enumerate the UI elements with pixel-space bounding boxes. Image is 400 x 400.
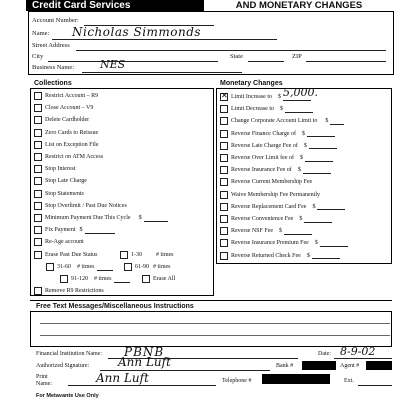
monetary-item-limit-increase-to[interactable]: [220, 85, 318, 101]
notes-line-2: [40, 335, 390, 336]
state-label: State: [230, 53, 243, 60]
monetary-amount-reverse-insurance-premium-fee[interactable]: [320, 240, 348, 247]
form-header-left: Credit Card Services: [26, 0, 204, 11]
collections-label-close-account-v9: Close Account – V9: [45, 105, 94, 112]
monetary-dollar-reverse-late-charge-fee-of: $: [303, 142, 307, 149]
monetary-item-change-corporate-account-limit-to[interactable]: [220, 117, 344, 125]
collections-label-stop-statements: Stop Statements: [45, 190, 84, 197]
date-label: Date:: [318, 351, 331, 357]
ext-field[interactable]: [358, 385, 392, 386]
fi-name-label: Financial Institution Name:: [36, 351, 102, 357]
monetary-label-change-corporate-account-limit-to: Change Corporate Account Limit to: [231, 118, 318, 125]
collections-label-zero-cards-to-reissue: Zero Cards to Reissue: [45, 129, 99, 136]
range-61-90-times-label: # times: [153, 264, 171, 270]
telephone-redaction: [262, 374, 330, 384]
section-divider: [30, 300, 392, 301]
range-1-30-label: 1-30: [131, 252, 142, 258]
monetary-amount-change-corporate-account-limit-to[interactable]: [330, 118, 344, 125]
notes-line-1: [40, 323, 390, 324]
collections-item-close-account-v9[interactable]: [34, 104, 93, 112]
monetary-label-reverse-insurance-fee-of: Reverse Insurance Fee of: [231, 167, 292, 174]
erase-all-label: Erase All: [153, 276, 176, 282]
monetary-item-reverse-over-limit-fee-of[interactable]: [220, 154, 333, 162]
range-91-120-times-label: # times: [94, 276, 112, 282]
collections-item-zero-cards-to-reissue[interactable]: [34, 129, 98, 137]
collections-checkbox-stop-overlimit-past-due-notices[interactable]: [34, 202, 42, 210]
collections-label-delete-cardholder: Delete Cardholder: [45, 117, 90, 124]
monetary-label-waive-membership-fee-permanently: Waive Membership Fee Permanently: [231, 191, 320, 198]
monetary-checkbox-waive-membership-fee-permanently[interactable]: [220, 191, 228, 199]
name-label: Name:: [32, 30, 50, 37]
monetary-item-reverse-convenience-fee[interactable]: [220, 215, 332, 223]
monetary-value-limit-increase-to: 5,000.: [282, 85, 318, 99]
collections-checkbox-minimum-payment-due-this-cycle[interactable]: [34, 214, 42, 222]
monetary-label-reverse-current-membership-fee: Reverse Current Membership Fee: [231, 179, 313, 186]
monetary-amount-reverse-replacement-card-fee[interactable]: [317, 203, 345, 210]
collections-label-restrict-account-r9: Restrict Account – R9: [45, 93, 99, 99]
form-header-right: AND MONETARY CHANGES: [235, 0, 363, 11]
state-field[interactable]: [248, 61, 284, 62]
monetary-item-reverse-insurance-fee-of[interactable]: [220, 166, 331, 174]
monetary-checkbox-limit-increase-to[interactable]: [220, 93, 228, 101]
monetary-label-reverse-insurance-premium-fee: Reverse Insurance Premium Fee: [231, 240, 309, 247]
range-31-60-checkbox[interactable]: [46, 263, 54, 271]
collections-checkbox-fix-payment[interactable]: [34, 226, 42, 234]
city-label: City: [32, 53, 44, 60]
bank-number-label: Bank #: [276, 363, 294, 369]
name-field[interactable]: Nicholas Simmonds: [72, 25, 202, 39]
monetary-checkbox-reverse-over-limit-fee-of[interactable]: [220, 154, 228, 162]
monetary-amount-limit-increase-to[interactable]: [282, 85, 318, 101]
authorized-signature-label: Authorized Signature:: [36, 363, 90, 369]
monetary-dollar-reverse-nsf-fee: $: [279, 228, 282, 235]
monetary-checkbox-reverse-insurance-fee-of[interactable]: [220, 166, 228, 174]
collections-label-minimum-payment-due-this-cycle: Minimum Payment Due This Cycle: [45, 215, 131, 221]
collections-label-stop-late-charge: Stop Late Charge: [45, 178, 87, 185]
range-31-60-label: 31-60: [57, 264, 71, 270]
monetary-item-reverse-late-charge-fee-of[interactable]: [220, 142, 337, 150]
range-61-90-label: 61-90: [135, 264, 149, 270]
collections-item-stop-interest[interactable]: [34, 165, 76, 173]
monetary-dollar-reverse-insurance-fee-of: $: [297, 167, 301, 174]
monetary-item-reverse-finance-charge-of[interactable]: [220, 130, 335, 138]
monetary-item-reverse-insurance-premium-fee[interactable]: [220, 239, 348, 247]
date-line: [334, 358, 392, 359]
notes-heading: Free Text Messages/Miscellaneous Instructions: [36, 303, 194, 310]
collections-item-re-age-account[interactable]: [34, 238, 84, 246]
range-31-60-times-field[interactable]: [97, 264, 113, 271]
monetary-amount-reverse-over-limit-fee-of[interactable]: [305, 155, 333, 162]
monetary-label-reverse-returned-check-fee: Reverse Returned Check Fee: [231, 252, 301, 259]
collections-item-list-on-exception-file[interactable]: [34, 141, 99, 149]
bank-number-redaction: [302, 361, 336, 370]
erase-all-item[interactable]: [142, 275, 175, 283]
range-61-90-checkbox[interactable]: [124, 263, 132, 271]
collections-label-fix-payment: Fix Payment: [45, 227, 76, 234]
monetary-amount-reverse-nsf-fee[interactable]: [284, 228, 312, 235]
collections-checkbox-restrict-account-r9[interactable]: [34, 92, 42, 100]
collections-item-stop-statements[interactable]: [34, 190, 84, 198]
monetary-amount-reverse-convenience-fee[interactable]: [304, 216, 332, 223]
street-address-label: Street Address: [32, 42, 70, 49]
range-1-30-checkbox[interactable]: [120, 251, 128, 259]
collections-amount-fix-payment[interactable]: [85, 227, 115, 234]
collections-item-restrict-on-atm-access[interactable]: [34, 153, 103, 161]
monetary-checkbox-reverse-nsf-fee[interactable]: [220, 227, 228, 235]
monetary-dollar-change-corporate-account-limit-to: $: [325, 118, 329, 125]
monetary-checkbox-reverse-returned-check-fee[interactable]: [220, 252, 228, 260]
city-field[interactable]: [48, 61, 218, 62]
monetary-changes-box: [216, 85, 392, 264]
monetary-checkbox-reverse-late-charge-fee-of[interactable]: [220, 142, 228, 150]
street-address-field[interactable]: [76, 50, 386, 51]
monetary-dollar-reverse-finance-charge-of: $: [302, 130, 306, 137]
monetary-checkbox-limit-decrease-to[interactable]: [220, 105, 228, 113]
business-name-label: Business Name:: [32, 64, 75, 71]
account-number-label: Account Number:: [32, 17, 79, 24]
range-91-120-item[interactable]: [60, 275, 130, 283]
monetary-label-limit-decrease-to: Limit Decrease to: [231, 106, 274, 113]
range-91-120-times-field[interactable]: [114, 276, 130, 283]
collections-label-stop-overlimit-past-due-notices: Stop Overlimit / Past Due Notices: [45, 202, 127, 209]
remove-r9-checkbox[interactable]: [34, 287, 42, 295]
zip-field[interactable]: [306, 61, 386, 62]
monetary-amount-reverse-finance-charge-of[interactable]: [307, 130, 335, 137]
erase-past-due-label: Erase Past Due Status: [45, 252, 98, 258]
monetary-checkbox-reverse-insurance-premium-fee[interactable]: [220, 239, 228, 247]
erase-past-due-item[interactable]: [34, 251, 98, 259]
notes-box[interactable]: [30, 311, 392, 347]
collections-heading: Collections: [34, 80, 72, 87]
collections-amount-minimum-payment-due-this-cycle[interactable]: [144, 215, 168, 222]
collections-checkbox-stop-late-charge[interactable]: [34, 177, 42, 185]
collections-checkbox-zero-cards-to-reissue[interactable]: [34, 129, 42, 137]
monetary-dollar-reverse-insurance-premium-fee: $: [314, 240, 318, 247]
monetary-item-reverse-current-membership-fee[interactable]: [220, 178, 312, 186]
authorized-signature-field[interactable]: Ann Luft: [118, 355, 171, 369]
ext-label: Ext.: [344, 378, 354, 384]
range-31-60-times-label: # times: [77, 264, 95, 270]
date-field[interactable]: 8-9-02: [340, 345, 376, 358]
collections-checkbox-restrict-on-atm-access[interactable]: [34, 153, 42, 161]
monetary-dollar-reverse-convenience-fee: $: [299, 216, 303, 222]
range-31-60-item[interactable]: [46, 263, 113, 271]
monetary-item-reverse-returned-check-fee[interactable]: [220, 252, 340, 260]
zip-label: ZIP: [292, 53, 302, 60]
business-name-line: [82, 72, 242, 73]
collections-item-delete-cardholder[interactable]: [34, 116, 89, 124]
collections-item-stop-late-charge[interactable]: [34, 177, 87, 185]
monetary-checkbox-reverse-replacement-card-fee[interactable]: [220, 203, 228, 211]
range-91-120-label: 91-120: [71, 276, 88, 282]
collections-label-list-on-exception-file: List on Exception File: [45, 141, 99, 148]
collections-label-restrict-on-atm-access: Restrict on ATM Access: [45, 154, 104, 160]
remove-r9-item[interactable]: [34, 287, 104, 295]
monetary-amount-reverse-returned-check-fee[interactable]: [312, 252, 340, 259]
collections-item-stop-overlimit-past-due-notices[interactable]: [34, 202, 127, 210]
monetary-dollar-reverse-replacement-card-fee: $: [312, 203, 316, 210]
name-field-line: [52, 39, 277, 40]
monetary-label-reverse-convenience-fee: Reverse Convenience Fee: [231, 216, 294, 222]
monetary-label-reverse-nsf-fee: Reverse NSF Fee: [231, 228, 273, 235]
monetary-checkbox-change-corporate-account-limit-to[interactable]: [220, 117, 228, 125]
monetary-changes-heading: Monetary Changes: [220, 80, 283, 87]
print-name-field[interactable]: Ann Luft: [96, 371, 149, 385]
monetary-dollar-reverse-over-limit-fee-of: $: [299, 155, 303, 161]
telephone-label: Telephone #: [222, 378, 252, 384]
collections-checkbox-stop-statements[interactable]: [34, 190, 42, 198]
print-name-line: [68, 385, 216, 386]
range-91-120-checkbox[interactable]: [60, 275, 68, 283]
monetary-checkbox-reverse-convenience-fee[interactable]: [220, 215, 228, 223]
monetary-amount-limit-decrease-to[interactable]: [285, 106, 313, 113]
account-info-box: [28, 11, 394, 75]
business-name-field[interactable]: NES: [100, 58, 126, 71]
collections-dollar-minimum-payment-due-this-cycle: $: [138, 215, 142, 221]
monetary-label-reverse-over-limit-fee-of: Reverse Over Limit fee of: [231, 155, 294, 161]
footer-note: For Metavante Use Only: [36, 393, 99, 399]
collections-checkbox-delete-cardholder[interactable]: [34, 116, 42, 124]
collections-dollar-fix-payment: $: [79, 227, 83, 234]
collections-label-re-age-account: Re-Age account: [45, 239, 84, 246]
collections-checkbox-close-account-v9[interactable]: [34, 104, 42, 112]
range-1-30-item[interactable]: [120, 251, 174, 259]
agent-number-redaction: [366, 361, 392, 370]
range-61-90-item[interactable]: [124, 263, 171, 271]
range-1-30-times-label: # times: [156, 252, 174, 258]
fi-name-field[interactable]: PBNB: [124, 345, 165, 359]
collections-label-stop-interest: Stop Interest: [45, 166, 76, 173]
monetary-amount-reverse-insurance-fee-of[interactable]: [303, 167, 331, 174]
collections-checkbox-list-on-exception-file[interactable]: [34, 141, 42, 149]
monetary-checkbox-reverse-current-membership-fee[interactable]: [220, 178, 228, 186]
monetary-item-waive-membership-fee-permanently[interactable]: [220, 191, 320, 199]
collections-item-minimum-payment-due-this-cycle[interactable]: [34, 214, 168, 222]
monetary-item-reverse-nsf-fee[interactable]: [220, 227, 312, 235]
print-name-label: Print Name:: [36, 374, 52, 387]
collections-item-fix-payment[interactable]: [34, 226, 115, 234]
monetary-label-reverse-late-charge-fee-of: Reverse Late Charge Fee of: [231, 142, 298, 149]
remove-r9-label: Remove R9 Restrictions: [45, 288, 104, 294]
monetary-item-reverse-replacement-card-fee[interactable]: [220, 203, 345, 211]
erase-all-checkbox[interactable]: [142, 275, 150, 283]
monetary-label-reverse-replacement-card-fee: Reverse Replacement Card Fee: [231, 203, 307, 210]
agent-number-label: Agent #: [340, 363, 360, 369]
monetary-label-reverse-finance-charge-of: Reverse Finance Charge of: [231, 130, 297, 137]
monetary-dollar-reverse-returned-check-fee: $: [306, 252, 310, 259]
monetary-amount-reverse-late-charge-fee-of[interactable]: [309, 142, 337, 149]
collections-checkbox-re-age-account[interactable]: [34, 238, 42, 246]
collections-item-restrict-account-r9[interactable]: [34, 92, 98, 100]
monetary-item-limit-decrease-to[interactable]: [220, 105, 313, 113]
monetary-label-limit-increase-to: Limit Increase to: [231, 94, 272, 100]
monetary-dollar-limit-decrease-to: $: [279, 106, 283, 113]
monetary-dollar-limit-increase-to: $: [277, 94, 281, 100]
collections-checkbox-stop-interest[interactable]: [34, 165, 42, 173]
erase-past-due-checkbox[interactable]: [34, 251, 42, 259]
monetary-checkbox-reverse-finance-charge-of[interactable]: [220, 130, 228, 138]
